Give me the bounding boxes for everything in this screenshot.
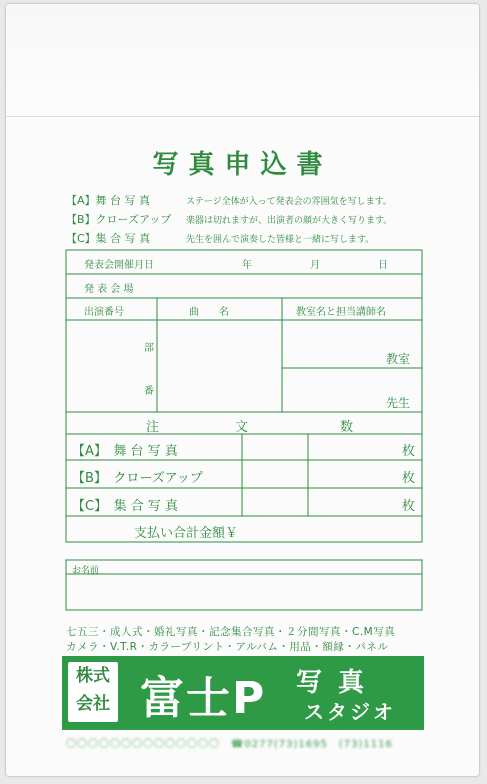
option-description: ステージ全体が入って発表会の雰囲気を写します。 [186,197,392,207]
part-label: 部 [144,343,154,354]
option-description: 楽器は切れますが、出演者の顔が大きく写ります。 [186,216,393,226]
order-unit: 枚 [402,499,416,514]
company-photo-label: 写真 [296,668,381,698]
order-header-ch: 注 [146,420,160,435]
order-row-group: 【C】 集 合 写 真 [72,499,178,514]
company-type-line2: 会社 [76,694,110,714]
order-unit: 枚 [402,471,416,486]
option-label: 【B】クローズアップ [66,213,172,226]
classroom-teacher-header: 教室名と担当講師名 [296,307,386,318]
song-title-header: 曲 名 [189,307,229,318]
envelope [6,4,479,776]
order-row-closeup: 【B】 クローズアップ [72,471,203,486]
company-type-line1: 株式 [76,666,110,686]
order-header-count: 数 [340,420,354,435]
company-type-badge [68,662,118,722]
number-label: 番 [144,386,154,397]
venue-label: 発 表 会 場 [84,284,134,295]
teacher-suffix: 先生 [386,396,411,410]
company-brand: 富士P [140,673,267,724]
option-label: 【C】集 合 写 真 [66,232,151,245]
performer-number-header: 出演番号 [84,307,124,318]
option-description: 先生を囲んで演奏した皆様と一緒に写します。 [186,235,375,245]
year-label: 年 [242,260,252,271]
order-header-mon: 文 [235,420,249,435]
services-line-2: カメラ・V.T.R・カラープリント・アルバム・用品・額縁・パネル [66,641,389,653]
company-banner [62,656,424,730]
performance-date-label: 発表会開催月日 [84,260,154,271]
order-row-stage: 【A】 舞 台 写 真 [72,444,178,459]
company-studio-label: スタジオ [304,700,396,724]
name-label: お名前 [72,566,100,576]
company-address-blurred: 〇〇〇〇〇〇〇〇〇〇〇〇〇〇 ☎0277(73)1695 (73)1116 [66,739,393,750]
month-label: 月 [310,260,320,271]
form-title: 写真申込書 [152,150,333,180]
order-unit: 枚 [402,444,416,459]
day-label: 日 [378,260,388,271]
classroom-suffix: 教室 [386,352,411,366]
services-line-1: 七五三・成人式・婚礼写真・記念集合写真・２分間写真・C.M写真 [66,626,396,638]
option-label: 【A】舞 台 写 真 [66,194,151,207]
total-amount-label: 支払い合計金額￥ [134,526,239,541]
